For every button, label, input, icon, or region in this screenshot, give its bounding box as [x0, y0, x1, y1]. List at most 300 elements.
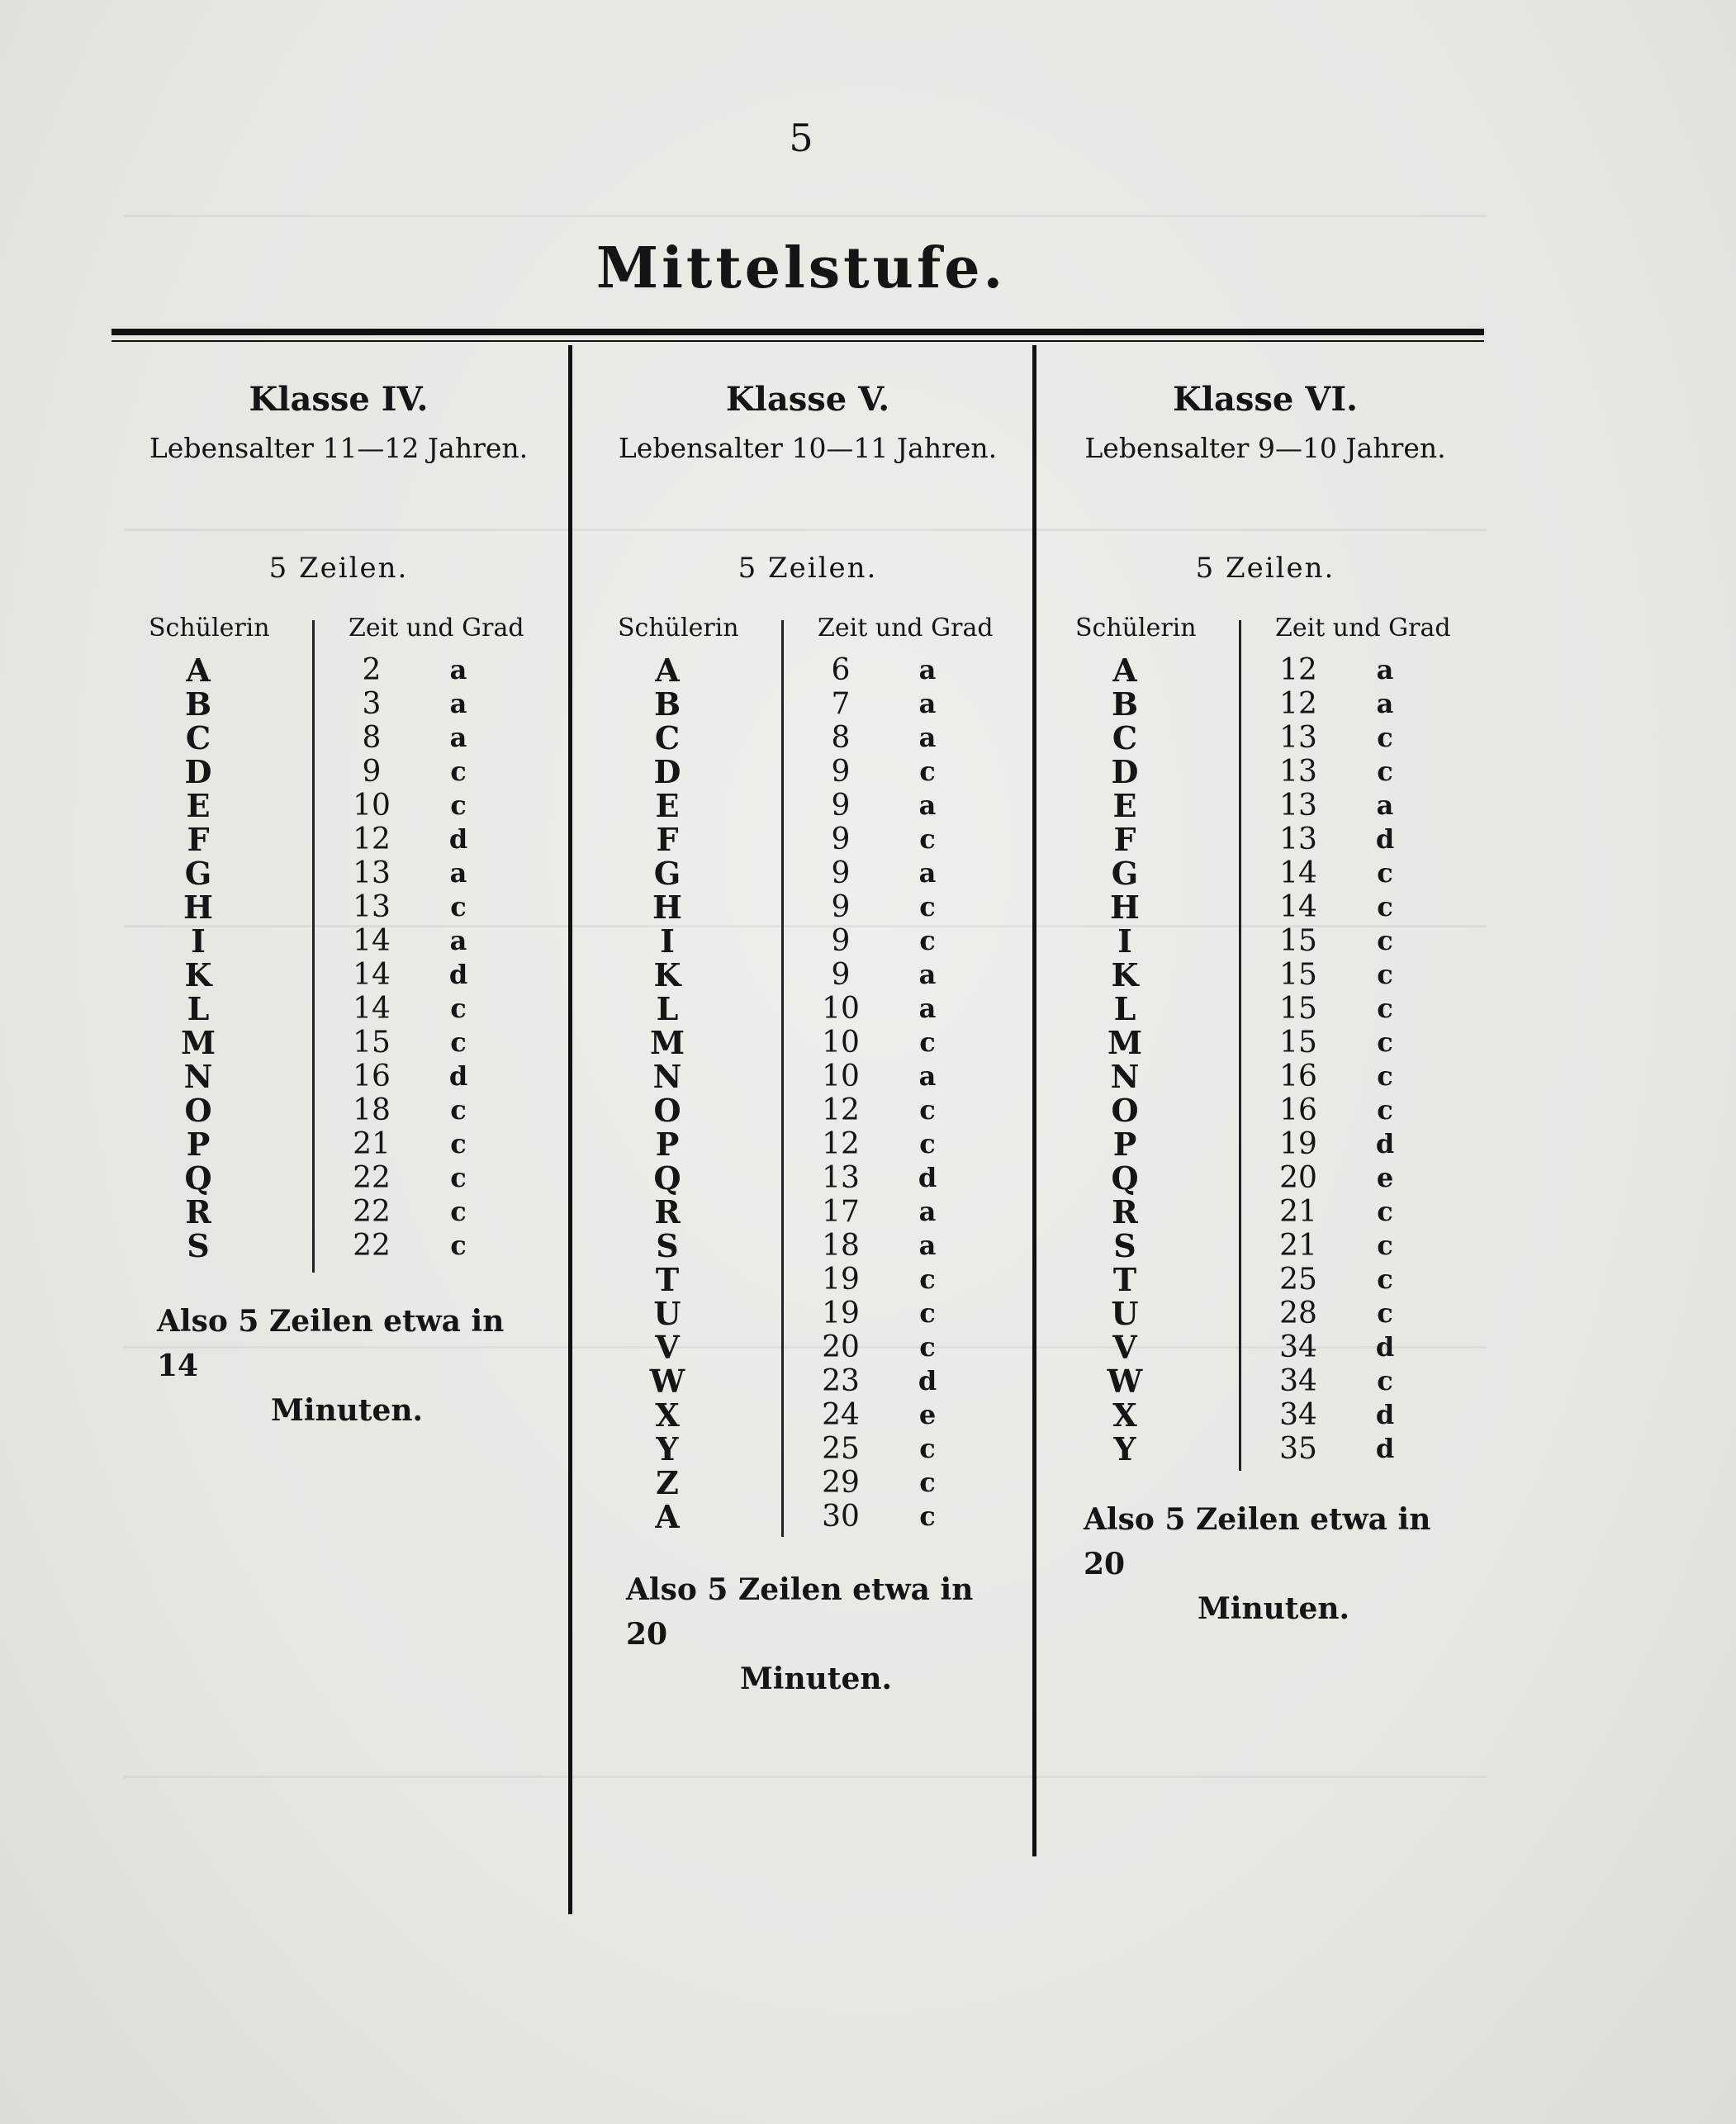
- table-header: [593, 614, 1022, 650]
- table-row: [124, 1161, 553, 1195]
- grade: c: [450, 789, 467, 821]
- grade: c: [919, 1297, 936, 1329]
- table-row: [124, 653, 553, 687]
- grade: c: [450, 993, 467, 1024]
- grade: d: [918, 1365, 937, 1396]
- time-minutes: 28: [1279, 1297, 1317, 1330]
- grade: d: [1375, 1399, 1395, 1430]
- table-row: [124, 924, 553, 958]
- grade: a: [918, 959, 937, 990]
- student-letter: W: [1107, 1363, 1143, 1400]
- student-letter: K: [184, 956, 212, 993]
- time-minutes: 12: [822, 1127, 860, 1161]
- grade: c: [450, 756, 467, 787]
- time-minutes: 13: [1279, 721, 1317, 755]
- time-minutes: 18: [353, 1093, 391, 1127]
- grade: c: [1377, 925, 1393, 956]
- table-row: [1051, 992, 1480, 1026]
- student-letter: C: [654, 719, 681, 756]
- student-letter: N: [183, 1058, 213, 1095]
- time-minutes: 20: [1279, 1161, 1317, 1195]
- student-letter: G: [653, 855, 681, 892]
- age-range: Lebensalter 11—12 Jahren.: [149, 432, 529, 464]
- student-letter: M: [649, 1024, 685, 1061]
- summary-note: [626, 1567, 1006, 1701]
- student-letter: S: [187, 1227, 210, 1264]
- grade: d: [448, 1060, 468, 1092]
- grade: c: [1377, 1297, 1393, 1329]
- time-minutes: 7: [831, 687, 851, 721]
- student-letter: M: [1107, 1024, 1143, 1061]
- title-rule-thin: [111, 340, 1484, 342]
- time-minutes: 10: [822, 1060, 860, 1093]
- time-minutes: 15: [1279, 924, 1317, 958]
- time-minutes: 14: [1279, 856, 1317, 890]
- student-letter: K: [1111, 956, 1139, 993]
- table-row: [1051, 1093, 1480, 1127]
- student-letter: Q: [184, 1159, 212, 1197]
- time-minutes: 14: [353, 924, 391, 958]
- student-letter: P: [1112, 1126, 1137, 1163]
- grade: a: [449, 857, 467, 889]
- grade: c: [1377, 993, 1393, 1024]
- table-row: [124, 755, 553, 789]
- line-count: 5 Zeilen.: [268, 552, 409, 585]
- time-minutes: 14: [353, 958, 391, 992]
- time-minutes: 13: [822, 1161, 860, 1195]
- time-minutes: 9: [362, 755, 382, 789]
- page-number: 5: [789, 116, 813, 160]
- student-letter: S: [656, 1227, 679, 1264]
- grade: a: [449, 654, 467, 685]
- student-letter: R: [654, 1193, 681, 1230]
- student-letter: L: [1113, 990, 1136, 1027]
- time-minutes: 9: [831, 755, 851, 789]
- table-row: [124, 1060, 553, 1093]
- time-minutes: 22: [353, 1161, 391, 1195]
- grade: c: [1377, 857, 1393, 889]
- student-letter: F: [187, 821, 210, 858]
- student-letter: X: [1112, 1396, 1137, 1434]
- table-row: [1051, 1195, 1480, 1229]
- time-minutes: 10: [822, 992, 860, 1026]
- table-row: [1051, 1161, 1480, 1195]
- show-through-line: [124, 529, 1487, 531]
- student-letter: D: [653, 753, 681, 790]
- summary-line-2: Minuten.: [270, 1393, 424, 1428]
- table-row: [124, 958, 553, 992]
- grade: d: [1375, 823, 1395, 855]
- student-letter: E: [1112, 787, 1137, 824]
- grade: a: [1376, 789, 1394, 821]
- time-minutes: 34: [1279, 1330, 1317, 1364]
- grade: c: [450, 1162, 467, 1193]
- student-letter: B: [653, 685, 681, 723]
- time-minutes: 13: [1279, 789, 1317, 823]
- grade: c: [919, 1128, 936, 1159]
- time-minutes: 12: [822, 1093, 860, 1127]
- summary-line-1: Also 5 Zeilen etwa in 14: [157, 1304, 505, 1383]
- header-time-grade: Zeit und Grad: [349, 614, 524, 642]
- time-minutes: 6: [831, 653, 851, 687]
- table-row: [593, 890, 1022, 924]
- table-row: [1051, 1364, 1480, 1398]
- class-title: Klasse V.: [725, 380, 890, 419]
- student-letter: P: [655, 1126, 680, 1163]
- student-letter: T: [655, 1261, 680, 1298]
- table-row: [593, 924, 1022, 958]
- table-row: [1051, 755, 1480, 789]
- time-minutes: 15: [1279, 958, 1317, 992]
- student-letter: U: [653, 1295, 681, 1332]
- student-letter: A: [186, 652, 211, 689]
- grade: a: [449, 925, 467, 956]
- table-row: [1051, 958, 1480, 992]
- student-letter: Q: [653, 1159, 681, 1197]
- time-minutes: 14: [353, 992, 391, 1026]
- student-letter: G: [184, 855, 212, 892]
- student-letter: L: [187, 990, 210, 1027]
- grade: a: [1376, 688, 1394, 719]
- line-count: 5 Zeilen.: [738, 552, 878, 585]
- time-minutes: 34: [1279, 1398, 1317, 1432]
- column-divider-1: [568, 345, 572, 1914]
- class-title: Klasse VI.: [1173, 380, 1358, 419]
- line-count: 5 Zeilen.: [1195, 552, 1335, 585]
- time-minutes: 13: [353, 890, 391, 924]
- table-row: [1051, 856, 1480, 890]
- grade: a: [918, 654, 937, 685]
- grade: c: [919, 1433, 936, 1464]
- table-row: [593, 1060, 1022, 1093]
- time-minutes: 21: [1279, 1229, 1317, 1263]
- title-rule-thick: [111, 329, 1484, 335]
- time-minutes: 9: [831, 789, 851, 823]
- table-row: [1051, 789, 1480, 823]
- age-range: Lebensalter 9—10 Jahren.: [1084, 432, 1446, 464]
- table-row: [1051, 1263, 1480, 1297]
- student-letter: E: [655, 787, 680, 824]
- student-letter: V: [655, 1329, 680, 1366]
- time-minutes: 21: [353, 1127, 391, 1161]
- student-letter: S: [1113, 1227, 1136, 1264]
- grade: c: [450, 1196, 467, 1227]
- table-row: [1051, 1398, 1480, 1432]
- time-minutes: 2: [362, 653, 382, 687]
- table-row: [124, 992, 553, 1026]
- grade: c: [919, 1026, 936, 1058]
- summary-line-1: Also 5 Zeilen etwa in 20: [1084, 1502, 1431, 1581]
- student-letter: Y: [656, 1430, 679, 1467]
- table-row: [124, 1195, 553, 1229]
- grade: e: [918, 1399, 937, 1430]
- grade: a: [918, 857, 937, 889]
- summary-note: [1084, 1497, 1463, 1631]
- student-letter: D: [184, 753, 212, 790]
- table-row: [593, 1500, 1022, 1534]
- time-minutes: 35: [1279, 1432, 1317, 1466]
- table-row: [1051, 1229, 1480, 1263]
- table-row: [124, 1229, 553, 1263]
- student-letter: Q: [1111, 1159, 1139, 1197]
- time-minutes: 9: [831, 924, 851, 958]
- student-letter: W: [649, 1363, 685, 1400]
- student-letter: G: [1111, 855, 1139, 892]
- grade: c: [1377, 756, 1393, 787]
- time-minutes: 3: [362, 687, 382, 721]
- grade: c: [919, 1094, 936, 1126]
- table-body: [593, 653, 1022, 1534]
- table-row: [593, 1195, 1022, 1229]
- time-minutes: 20: [822, 1330, 860, 1364]
- time-minutes: 22: [353, 1229, 391, 1263]
- table-row: [1051, 653, 1480, 687]
- table-row: [124, 1026, 553, 1060]
- time-minutes: 10: [353, 789, 391, 823]
- grade: c: [1377, 1196, 1393, 1227]
- table-row: [593, 1466, 1022, 1500]
- time-minutes: 25: [822, 1432, 860, 1466]
- table-body: [124, 653, 553, 1263]
- time-minutes: 29: [822, 1466, 860, 1500]
- grade: c: [919, 1263, 936, 1295]
- table-row: [1051, 1297, 1480, 1330]
- grade: c: [919, 1331, 936, 1363]
- grade: a: [918, 1060, 937, 1092]
- student-letter: P: [186, 1126, 211, 1163]
- grade: c: [1377, 1026, 1393, 1058]
- student-letter: H: [183, 889, 213, 926]
- table-row: [593, 687, 1022, 721]
- student-letter: N: [1110, 1058, 1140, 1095]
- table-row: [593, 1127, 1022, 1161]
- student-letter: T: [1112, 1261, 1137, 1298]
- grade: a: [449, 722, 467, 753]
- grade: d: [1375, 1331, 1395, 1363]
- table-row: [593, 653, 1022, 687]
- time-minutes: 15: [1279, 1026, 1317, 1060]
- grade: d: [1375, 1128, 1395, 1159]
- student-letter: O: [1111, 1092, 1139, 1129]
- grade: c: [1377, 722, 1393, 753]
- table-row: [593, 755, 1022, 789]
- table-row: [593, 992, 1022, 1026]
- time-minutes: 8: [362, 721, 382, 755]
- student-letter: F: [656, 821, 679, 858]
- student-letter: O: [653, 1092, 681, 1129]
- time-minutes: 22: [353, 1195, 391, 1229]
- student-letter: H: [1110, 889, 1140, 926]
- header-time-grade: Zeit und Grad: [818, 614, 994, 642]
- grade: c: [919, 1501, 936, 1532]
- student-letter: V: [1112, 1329, 1137, 1366]
- table-body: [1051, 653, 1480, 1466]
- table-row: [593, 823, 1022, 856]
- time-minutes: 15: [353, 1026, 391, 1060]
- table-row: [1051, 1026, 1480, 1060]
- table-row: [124, 823, 553, 856]
- table-row: [124, 890, 553, 924]
- student-letter: I: [1117, 922, 1132, 960]
- grade: d: [918, 1162, 937, 1193]
- time-minutes: 9: [831, 958, 851, 992]
- time-minutes: 24: [822, 1398, 860, 1432]
- table-row: [1051, 687, 1480, 721]
- table-row: [124, 687, 553, 721]
- table-row: [593, 1161, 1022, 1195]
- header-time-grade: Zeit und Grad: [1275, 614, 1451, 642]
- student-letter: U: [1111, 1295, 1139, 1332]
- time-minutes: 16: [1279, 1093, 1317, 1127]
- student-letter: I: [191, 922, 206, 960]
- page-title: Mittelstufe.: [595, 235, 1007, 301]
- time-minutes: 12: [353, 823, 391, 856]
- table-row: [124, 789, 553, 823]
- time-minutes: 10: [822, 1026, 860, 1060]
- table-row: [124, 721, 553, 755]
- table-row: [124, 856, 553, 890]
- grade: a: [918, 1230, 937, 1261]
- grade: c: [1377, 891, 1393, 922]
- time-minutes: 30: [822, 1500, 860, 1534]
- grade: e: [1376, 1162, 1394, 1193]
- column-divider-2: [1032, 345, 1036, 1856]
- header-student: Schülerin: [1075, 614, 1197, 642]
- table-row: [1051, 924, 1480, 958]
- table-row: [593, 1026, 1022, 1060]
- grade: a: [449, 688, 467, 719]
- student-letter: D: [1111, 753, 1139, 790]
- table-row: [593, 1364, 1022, 1398]
- time-minutes: 19: [822, 1263, 860, 1297]
- time-minutes: 12: [1279, 687, 1317, 721]
- grade: c: [919, 1467, 936, 1498]
- student-letter: I: [660, 922, 675, 960]
- grade: d: [448, 823, 468, 855]
- table-row: [593, 1432, 1022, 1466]
- time-minutes: 13: [1279, 755, 1317, 789]
- grade: a: [918, 789, 937, 821]
- summary-line-2: Minuten.: [1197, 1591, 1350, 1626]
- grade: c: [450, 891, 467, 922]
- time-minutes: 19: [1279, 1127, 1317, 1161]
- table-row: [1051, 1127, 1480, 1161]
- student-letter: C: [185, 719, 211, 756]
- summary-note: [157, 1299, 537, 1433]
- time-minutes: 25: [1279, 1263, 1317, 1297]
- table-row: [1051, 1330, 1480, 1364]
- grade: c: [1377, 1230, 1393, 1261]
- grade: c: [450, 1026, 467, 1058]
- table-row: [1051, 823, 1480, 856]
- table-row: [124, 1127, 553, 1161]
- summary-line-2: Minuten.: [739, 1662, 893, 1696]
- time-minutes: 34: [1279, 1364, 1317, 1398]
- student-letter: H: [652, 889, 682, 926]
- grade: d: [1375, 1433, 1395, 1464]
- age-range: Lebensalter 10—11 Jahren.: [618, 432, 998, 464]
- grade: c: [919, 891, 936, 922]
- table-row: [1051, 721, 1480, 755]
- grade: c: [1377, 1094, 1393, 1126]
- grade: c: [450, 1128, 467, 1159]
- grade: d: [448, 959, 468, 990]
- time-minutes: 14: [1279, 890, 1317, 924]
- show-through-line: [124, 215, 1487, 217]
- grade: a: [1376, 654, 1394, 685]
- table-row: [1051, 890, 1480, 924]
- table-header: [1051, 614, 1480, 650]
- table-row: [593, 1330, 1022, 1364]
- time-minutes: 23: [822, 1364, 860, 1398]
- class-title: Klasse IV.: [249, 380, 429, 419]
- grade: c: [1377, 1365, 1393, 1396]
- student-letter: Y: [1113, 1430, 1136, 1467]
- table-row: [593, 958, 1022, 992]
- time-minutes: 9: [831, 890, 851, 924]
- student-letter: K: [653, 956, 681, 993]
- grade: a: [918, 1196, 937, 1227]
- grade: a: [918, 688, 937, 719]
- grade: a: [918, 722, 937, 753]
- table-row: [124, 1093, 553, 1127]
- student-letter: B: [1111, 685, 1139, 723]
- table-row: [593, 1093, 1022, 1127]
- time-minutes: 21: [1279, 1195, 1317, 1229]
- table-row: [593, 1229, 1022, 1263]
- header-student: Schülerin: [149, 614, 270, 642]
- grade: c: [450, 1230, 467, 1261]
- time-minutes: 16: [1279, 1060, 1317, 1093]
- table-row: [593, 1398, 1022, 1432]
- table-row: [593, 789, 1022, 823]
- grade: c: [450, 1094, 467, 1126]
- time-minutes: 19: [822, 1297, 860, 1330]
- grade: c: [1377, 1060, 1393, 1092]
- student-letter: M: [180, 1024, 216, 1061]
- student-letter: Z: [656, 1464, 679, 1501]
- table-header: [124, 614, 553, 650]
- student-letter: F: [1113, 821, 1136, 858]
- time-minutes: 8: [831, 721, 851, 755]
- show-through-line: [124, 1776, 1487, 1778]
- time-minutes: 12: [1279, 653, 1317, 687]
- student-letter: O: [184, 1092, 212, 1129]
- student-letter: A: [655, 652, 680, 689]
- table-row: [593, 1297, 1022, 1330]
- grade: a: [918, 993, 937, 1024]
- summary-line-1: Also 5 Zeilen etwa in 20: [626, 1572, 974, 1652]
- student-letter: B: [184, 685, 212, 723]
- grade: c: [919, 925, 936, 956]
- table-row: [1051, 1060, 1480, 1093]
- grade: c: [919, 756, 936, 787]
- grade: c: [1377, 959, 1393, 990]
- student-letter: A: [1112, 652, 1137, 689]
- time-minutes: 16: [353, 1060, 391, 1093]
- student-letter: R: [185, 1193, 211, 1230]
- student-letter: E: [186, 787, 211, 824]
- table-row: [593, 856, 1022, 890]
- student-letter: L: [656, 990, 679, 1027]
- student-letter: X: [655, 1396, 680, 1434]
- table-row: [1051, 1432, 1480, 1466]
- student-letter: N: [652, 1058, 682, 1095]
- time-minutes: 18: [822, 1229, 860, 1263]
- table-row: [593, 721, 1022, 755]
- student-letter: R: [1112, 1193, 1138, 1230]
- student-letter: A: [655, 1498, 680, 1535]
